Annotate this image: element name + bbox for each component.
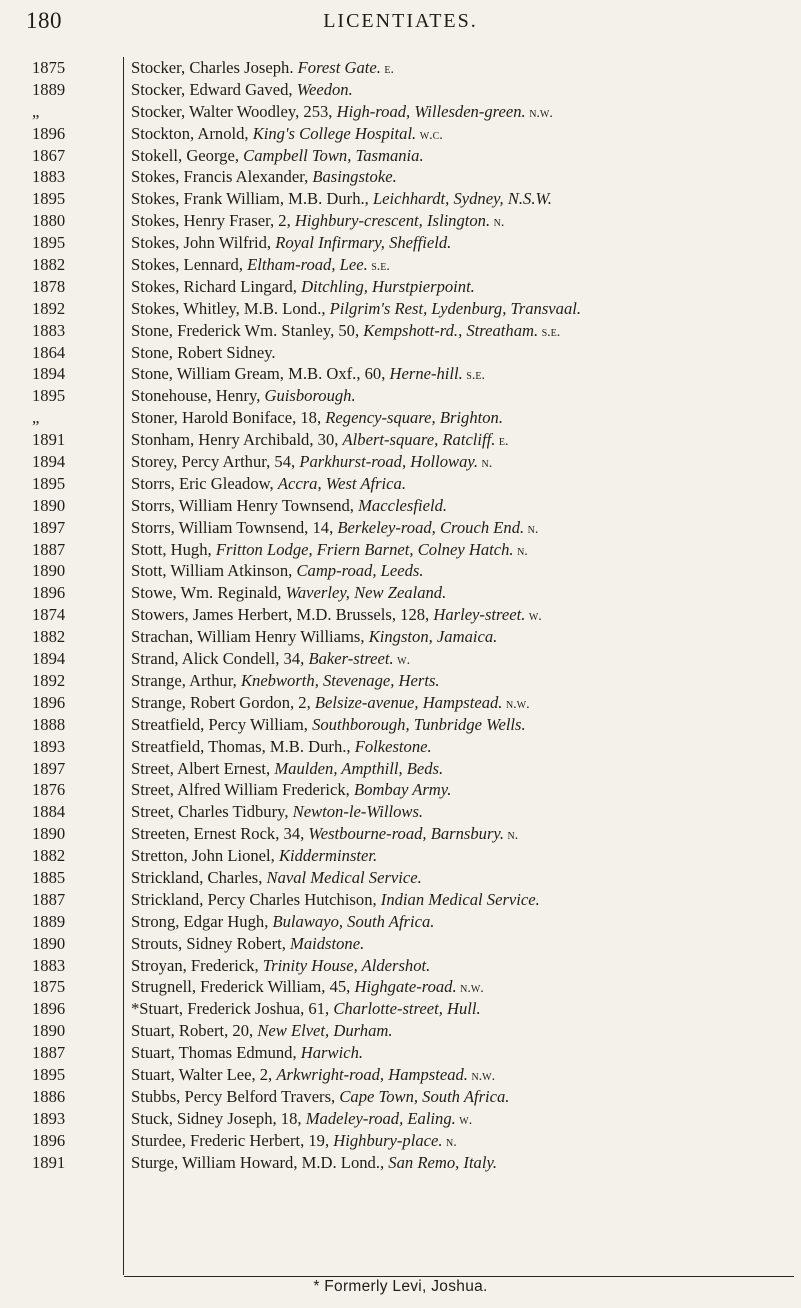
entry-address: Folkestone. [354, 736, 432, 756]
entry-address: Macclesfield. [358, 495, 448, 515]
entry-address: Bombay Army. [353, 780, 452, 800]
list-item [0, 298, 801, 320]
entry-address: Forest Gate. [297, 58, 381, 77]
entry-year: 1897 [32, 517, 66, 537]
entry-year: 1893 [32, 1108, 66, 1128]
entry-address: Parkhurst-road, Holloway. [299, 452, 479, 472]
entry-year: 1890 [32, 824, 66, 844]
list-item [0, 648, 801, 670]
list-item [0, 560, 801, 582]
entry-text [131, 298, 795, 322]
list-item [0, 758, 801, 780]
entry-address: Camp-road, Leeds. [296, 561, 424, 581]
entry-year: 1888 [32, 714, 66, 734]
entry-text [131, 779, 795, 803]
entry-address: Kempshott-rd., Streatham. [363, 320, 539, 340]
list-item [0, 495, 801, 517]
entry-name: Storrs, Eric Gleadow, [131, 473, 278, 493]
list-item [0, 845, 801, 867]
entry-text [131, 1086, 795, 1110]
entry-address: Harley-street. [433, 605, 526, 625]
entry-name: Strange, Arthur, [131, 670, 241, 690]
list-item [0, 451, 801, 473]
entry-text [131, 670, 795, 694]
entry-year: 1892 [32, 670, 66, 690]
entry-text [131, 736, 795, 760]
licentiates-list [0, 57, 801, 1173]
list-item [0, 145, 801, 167]
entry-address: Southborough, Tunbridge Wells. [312, 714, 526, 734]
entry-postal-district: s.e. [538, 324, 561, 340]
entry-address: Basingstoke. [312, 167, 397, 187]
entry-text [131, 342, 795, 366]
entry-year: 1890 [32, 1021, 66, 1041]
entry-address: Berkeley-road, Crouch End. [337, 517, 525, 537]
entry-postal-district: n. [513, 543, 528, 559]
entry-text [131, 1130, 795, 1154]
entry-year: 1882 [32, 255, 66, 275]
entry-name: Strange, Robert Gordon, 2, [131, 692, 315, 712]
entry-postal-district: e. [380, 62, 395, 77]
list-item [0, 517, 801, 539]
entry-text [131, 385, 795, 409]
entry-text [131, 758, 795, 782]
entry-name: Streatfield, Thomas, M.B. Durh., [131, 736, 355, 756]
entry-name: Stocker, Walter Woodley, 253, [131, 101, 337, 121]
entry-name: Streatfield, Percy William, [131, 714, 313, 734]
entry-year: 1896 [32, 123, 66, 143]
entry-text [131, 845, 795, 869]
entry-address: Highbury-place. [333, 1130, 443, 1150]
entry-postal-district: n. [504, 828, 519, 844]
entry-year: 1878 [32, 276, 66, 296]
entry-text [131, 955, 795, 979]
entry-text [131, 933, 795, 957]
entry-text [131, 1042, 795, 1066]
entry-name: Streeten, Ernest Rock, 34, [131, 824, 309, 844]
entry-name: Stokes, Lennard, [131, 255, 248, 275]
entry-text [131, 429, 795, 453]
entry-address: Maulden, Ampthill, Beds. [274, 758, 444, 778]
entry-postal-district: n.w. [525, 105, 553, 121]
entry-postal-district: w.c. [416, 127, 443, 143]
entry-text [131, 582, 795, 606]
list-item [0, 210, 801, 232]
entry-name: Street, Alfred William Frederick, [131, 780, 354, 800]
entry-address: Newton-le-Willows. [292, 802, 424, 822]
entry-name: Stokes, Richard Lingard, [131, 276, 302, 296]
list-item [0, 736, 801, 758]
entry-address: Madeley-road, Ealing. [305, 1108, 456, 1128]
entry-name: Stone, William Gream, M.B. Oxf., 60, [131, 364, 390, 384]
entry-name: Stokes, John Wilfrid, [131, 233, 276, 253]
entry-text [131, 998, 795, 1022]
page-number: 180 [26, 8, 62, 33]
entry-name: Strouts, Sidney Robert, [131, 933, 291, 953]
entry-year: 1875 [32, 58, 66, 77]
entry-year: 1892 [32, 298, 66, 318]
list-item [0, 714, 801, 736]
entry-address: Arkwright-road, Hampstead. [276, 1064, 468, 1084]
entry-name: Stroyan, Frederick, [131, 955, 263, 975]
entry-name: Stoner, Harold Boniface, 18, [131, 408, 326, 428]
list-item [0, 57, 801, 79]
list-item [0, 1042, 801, 1064]
entry-name: Stowe, Wm. Reginald, [131, 583, 286, 603]
entry-name: Storrs, William Townsend, 14, [131, 517, 338, 537]
entry-year: 1876 [32, 780, 66, 800]
entry-name: Strachan, William Henry Williams, [131, 627, 369, 647]
list-item [0, 254, 801, 276]
entry-text [131, 451, 795, 475]
entry-address: Highbury-crescent, Islington. [294, 211, 491, 231]
entry-address: Weedon. [296, 79, 353, 99]
entry-name: Stokes, Whitley, M.B. Lond., [131, 298, 330, 318]
entry-address: Charlotte-street, Hull. [333, 999, 481, 1019]
entry-address: Belsize-avenue, Hampstead. [314, 692, 503, 712]
entry-year: 1894 [32, 452, 66, 472]
entry-postal-district: n.w. [502, 696, 530, 712]
list-item [0, 429, 801, 451]
entry-text [131, 976, 795, 1000]
entry-text [131, 539, 795, 563]
list-item [0, 363, 801, 385]
entry-name: Stocker, Charles Joseph. [131, 58, 298, 77]
list-item [0, 539, 801, 561]
list-item [0, 101, 801, 123]
list-item [0, 473, 801, 495]
entry-postal-district: n. [490, 215, 505, 231]
entry-address: Albert-square, Ratcliff. [342, 430, 496, 450]
entry-name: Stuck, Sidney Joseph, 18, [131, 1108, 306, 1128]
entry-name: Stubbs, Percy Belford Travers, [131, 1086, 340, 1106]
entry-year: 1896 [32, 692, 66, 712]
entry-year: 1887 [32, 1043, 66, 1063]
entry-address: Ditchling, Hurstpierpoint. [301, 276, 475, 296]
entry-name: Stockton, Arnold, [131, 123, 253, 143]
entry-year: 1883 [32, 167, 66, 187]
entry-year: 1867 [32, 145, 66, 165]
entry-name: Sturge, William Howard, M.D. Lond., [131, 1152, 389, 1172]
entry-year: 1894 [32, 364, 66, 384]
entry-year: 1895 [32, 233, 66, 253]
entry-year: „ [32, 408, 40, 428]
entry-address: Maidstone. [290, 933, 365, 953]
entry-year: 1895 [32, 386, 66, 406]
list-item [0, 801, 801, 823]
entry-year: 1894 [32, 649, 66, 669]
list-item [0, 1020, 801, 1042]
entry-name: Stone, Frederick Wm. Stanley, 50, [131, 320, 364, 340]
entry-text [131, 473, 795, 497]
entry-text [131, 57, 795, 81]
entry-text [131, 823, 795, 847]
entry-text [131, 166, 795, 190]
entry-address: Cape Town, South Africa. [339, 1086, 510, 1106]
entry-name: Stuart, Robert, 20, [131, 1021, 258, 1041]
entry-year: 1895 [32, 1064, 66, 1084]
entry-text [131, 188, 795, 212]
entry-year: 1889 [32, 79, 66, 99]
entry-address: Regency-square, Brighton. [325, 408, 503, 428]
entry-address: New Elvet, Durham. [257, 1021, 393, 1041]
entry-year: 1890 [32, 561, 66, 581]
entry-name: Stocker, Edward Gaved, [131, 79, 297, 99]
list-item [0, 626, 801, 648]
entry-year: 1880 [32, 211, 66, 231]
entry-year: 1874 [32, 605, 66, 625]
entry-year: 1883 [32, 320, 66, 340]
list-item [0, 889, 801, 911]
entry-year: 1889 [32, 911, 66, 931]
entry-address: San Remo, Italy. [388, 1152, 498, 1172]
footnote: * Formerly Levi, Joshua. [313, 1278, 488, 1295]
entry-address: Guisborough. [264, 386, 356, 406]
entry-address: Trinity House, Aldershot. [262, 955, 431, 975]
entry-address: Waverley, New Zealand. [285, 583, 447, 603]
list-item [0, 933, 801, 955]
entry-text [131, 101, 795, 125]
entry-postal-district: w. [393, 653, 411, 669]
entry-text [131, 363, 795, 387]
list-item [0, 998, 801, 1020]
list-item [0, 823, 801, 845]
list-item [0, 1086, 801, 1108]
entry-postal-district: n. [478, 456, 493, 472]
entry-address: Pilgrim's Rest, Lydenburg, Transvaal. [329, 298, 582, 318]
entry-address: Accra, West Africa. [277, 473, 406, 493]
list-item [0, 779, 801, 801]
entry-address: Harwich. [300, 1043, 364, 1063]
list-item [0, 166, 801, 188]
list-item [0, 1108, 801, 1130]
entry-text [131, 407, 795, 431]
list-item [0, 911, 801, 933]
entry-year: 1882 [32, 627, 66, 647]
entry-year: 1887 [32, 889, 66, 909]
list-item [0, 79, 801, 101]
entry-text [131, 495, 795, 519]
list-item [0, 342, 801, 364]
entry-year: 1893 [32, 736, 66, 756]
entry-year: 1895 [32, 473, 66, 493]
entry-address: Highgate-road. [354, 977, 457, 997]
entry-text [131, 604, 795, 628]
entry-text [131, 692, 795, 716]
list-item [0, 955, 801, 977]
entry-year: 1896 [32, 999, 66, 1019]
entry-name: Stott, William Atkinson, [131, 561, 297, 581]
entry-text [131, 889, 795, 913]
entry-name: Stonham, Henry Archibald, 30, [131, 430, 343, 450]
entry-address: Royal Infirmary, Sheffield. [275, 233, 452, 253]
entry-postal-district: n. [442, 1134, 457, 1150]
entry-name: Storey, Percy Arthur, 54, [131, 452, 300, 472]
entry-year: 1891 [32, 430, 66, 450]
entry-text [131, 1108, 795, 1132]
list-item [0, 320, 801, 342]
entry-name: Stone, Robert Sidney. [131, 342, 276, 362]
list-item [0, 385, 801, 407]
entry-postal-district: e. [495, 434, 509, 450]
list-item [0, 232, 801, 254]
entry-name: *Stuart, Frederick Joshua, 61, [131, 999, 334, 1019]
entry-text [131, 210, 795, 234]
list-item [0, 123, 801, 145]
list-item [0, 582, 801, 604]
entry-text [131, 1152, 795, 1176]
list-item [0, 407, 801, 429]
list-item [0, 1064, 801, 1086]
entry-name: Stokes, Henry Fraser, 2, [131, 211, 295, 231]
entry-name: Stott, Hugh, [131, 539, 216, 559]
entry-year: 1895 [32, 189, 66, 209]
entry-address: Leichhardt, Sydney, N.S.W. [372, 189, 552, 209]
entry-text [131, 276, 795, 300]
entry-postal-district: n.w. [456, 981, 484, 997]
entry-postal-district: w. [525, 609, 542, 625]
entry-name: Storrs, William Henry Townsend, [131, 495, 359, 515]
entry-text [131, 626, 795, 650]
entry-address: Naval Medical Service. [266, 867, 422, 887]
entry-year: 1864 [32, 342, 66, 362]
entry-name: Strand, Alick Condell, 34, [131, 649, 309, 669]
entry-text [131, 560, 795, 584]
entry-address: Herne-hill. [389, 364, 463, 384]
entry-postal-district: w. [455, 1112, 473, 1128]
list-item [0, 604, 801, 626]
entry-address: Kidderminster. [278, 846, 378, 866]
entry-year: 1890 [32, 495, 66, 515]
entry-year: 1883 [32, 955, 66, 975]
list-item [0, 276, 801, 298]
footnote-rule [124, 1276, 794, 1277]
entry-text [131, 714, 795, 738]
entry-name: Strickland, Percy Charles Hutchison, [131, 889, 381, 909]
entry-text [131, 232, 795, 256]
entry-year: 1886 [32, 1086, 66, 1106]
entry-year: 1896 [32, 583, 66, 603]
list-item [0, 1130, 801, 1152]
entry-name: Stuart, Walter Lee, 2, [131, 1064, 277, 1084]
entry-text [131, 320, 795, 344]
entry-text [131, 1064, 795, 1088]
entry-year: 1875 [32, 977, 66, 997]
entry-text [131, 254, 795, 278]
entry-address: Baker-street. [308, 649, 394, 669]
entry-name: Sturdee, Frederic Herbert, 19, [131, 1130, 334, 1150]
entry-address: High-road, Willesden-green. [336, 101, 526, 121]
entry-text [131, 79, 795, 103]
entry-address: Bulawayo, South Africa. [272, 911, 435, 931]
entry-address: Westbourne-road, Barnsbury. [308, 824, 505, 844]
entry-text [131, 911, 795, 935]
running-head: LICENTIATES. [323, 10, 478, 32]
entry-address: Fritton Lodge, Friern Barnet, Colney Hatch. [215, 539, 514, 559]
list-item [0, 867, 801, 889]
list-item [0, 692, 801, 714]
list-item [0, 670, 801, 692]
entry-name: Stretton, John Lionel, [131, 846, 279, 866]
entry-name: Stonehouse, Henry, [131, 386, 265, 406]
entry-text [131, 1020, 795, 1044]
entry-year: 1896 [32, 1130, 66, 1150]
entry-name: Strong, Edgar Hugh, [131, 911, 273, 931]
entry-address: Eltham-road, Lee. [247, 255, 368, 275]
entry-address: Indian Medical Service. [380, 889, 540, 909]
entry-address: Kingston, Jamaica. [368, 627, 498, 647]
entry-name: Stokes, Francis Alexander, [131, 167, 313, 187]
list-item [0, 188, 801, 210]
entry-text [131, 145, 795, 169]
entry-year: 1884 [32, 802, 66, 822]
entry-name: Strickland, Charles, [131, 867, 267, 887]
entry-text [131, 517, 795, 541]
entry-text [131, 801, 795, 825]
entry-name: Stokell, George, [131, 145, 244, 165]
entry-postal-district: n.w. [467, 1068, 496, 1084]
entry-year: 1882 [32, 846, 66, 866]
entry-text [131, 123, 795, 147]
list-item [0, 976, 801, 998]
list-item [0, 1152, 801, 1174]
entry-name: Strugnell, Frederick William, 45, [131, 977, 355, 997]
entry-postal-district: n. [524, 521, 539, 537]
entry-address: Knebworth, Stevenage, Herts. [240, 670, 440, 690]
entry-address: Campbell Town, Tasmania. [243, 145, 424, 165]
entry-year: 1890 [32, 933, 66, 953]
entry-year: 1891 [32, 1152, 66, 1172]
entry-name: Street, Albert Ernest, [131, 758, 275, 778]
entry-postal-district: s.e. [367, 259, 390, 275]
entry-text [131, 648, 795, 672]
entry-name: Stowers, James Herbert, M.D. Brussels, 128, [131, 605, 434, 625]
entry-name: Street, Charles Tidbury, [131, 802, 293, 822]
entry-year: 1887 [32, 539, 66, 559]
entry-name: Stokes, Frank William, M.B. Durh., [131, 189, 373, 209]
entry-year: „ [32, 101, 40, 121]
entry-address: King's College Hospital. [252, 123, 417, 143]
entry-postal-district: s.e. [462, 368, 485, 384]
entry-year: 1897 [32, 758, 66, 778]
entry-year: 1885 [32, 867, 66, 887]
entry-name: Stuart, Thomas Edmund, [131, 1043, 301, 1063]
entry-text [131, 867, 795, 891]
